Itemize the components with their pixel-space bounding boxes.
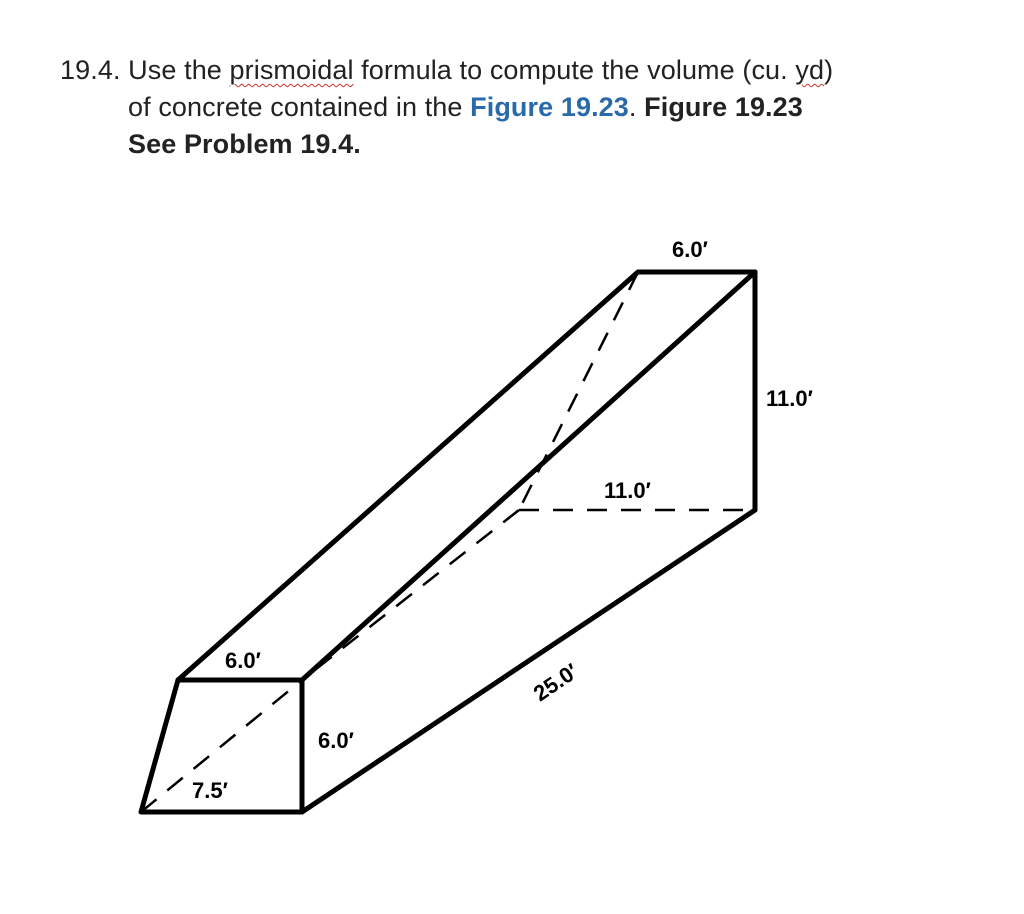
top-right-edge xyxy=(302,272,755,680)
problem-text-cont: formula to compute the volume (cu. xyxy=(353,55,796,85)
slope-hidden-edge xyxy=(302,510,519,680)
label-near-base-width: 7.5′ xyxy=(192,778,228,803)
close-paren: ) xyxy=(824,55,834,85)
misspelled-word-yd[interactable]: yd xyxy=(795,55,825,85)
problem-text: Use the xyxy=(128,55,230,85)
label-far-base-width: 11.0′ xyxy=(604,478,651,503)
label-near-height: 6.0′ xyxy=(318,728,354,753)
figure-caption: Figure 19.23 xyxy=(644,92,803,122)
label-far-height: 11.0′ xyxy=(766,386,813,411)
bottom-right-edge xyxy=(302,510,755,812)
misspelled-word-prismoidal[interactable]: prismoidal xyxy=(229,55,354,85)
figure-link[interactable]: Figure 19.23 xyxy=(470,92,629,122)
label-near-top-width: 6.0′ xyxy=(225,648,261,673)
problem-line-3: See Problem 19.4. xyxy=(128,129,361,159)
problem-number: 19.4. xyxy=(60,55,121,85)
label-length: 25.0′ xyxy=(528,658,583,707)
line-2-separator: . xyxy=(628,92,645,122)
problem-line-2-text: of concrete contained in the xyxy=(128,92,471,122)
top-left-edge xyxy=(178,272,638,680)
solid-edges xyxy=(141,272,755,812)
label-top-far-width: 6.0′ xyxy=(672,237,708,262)
